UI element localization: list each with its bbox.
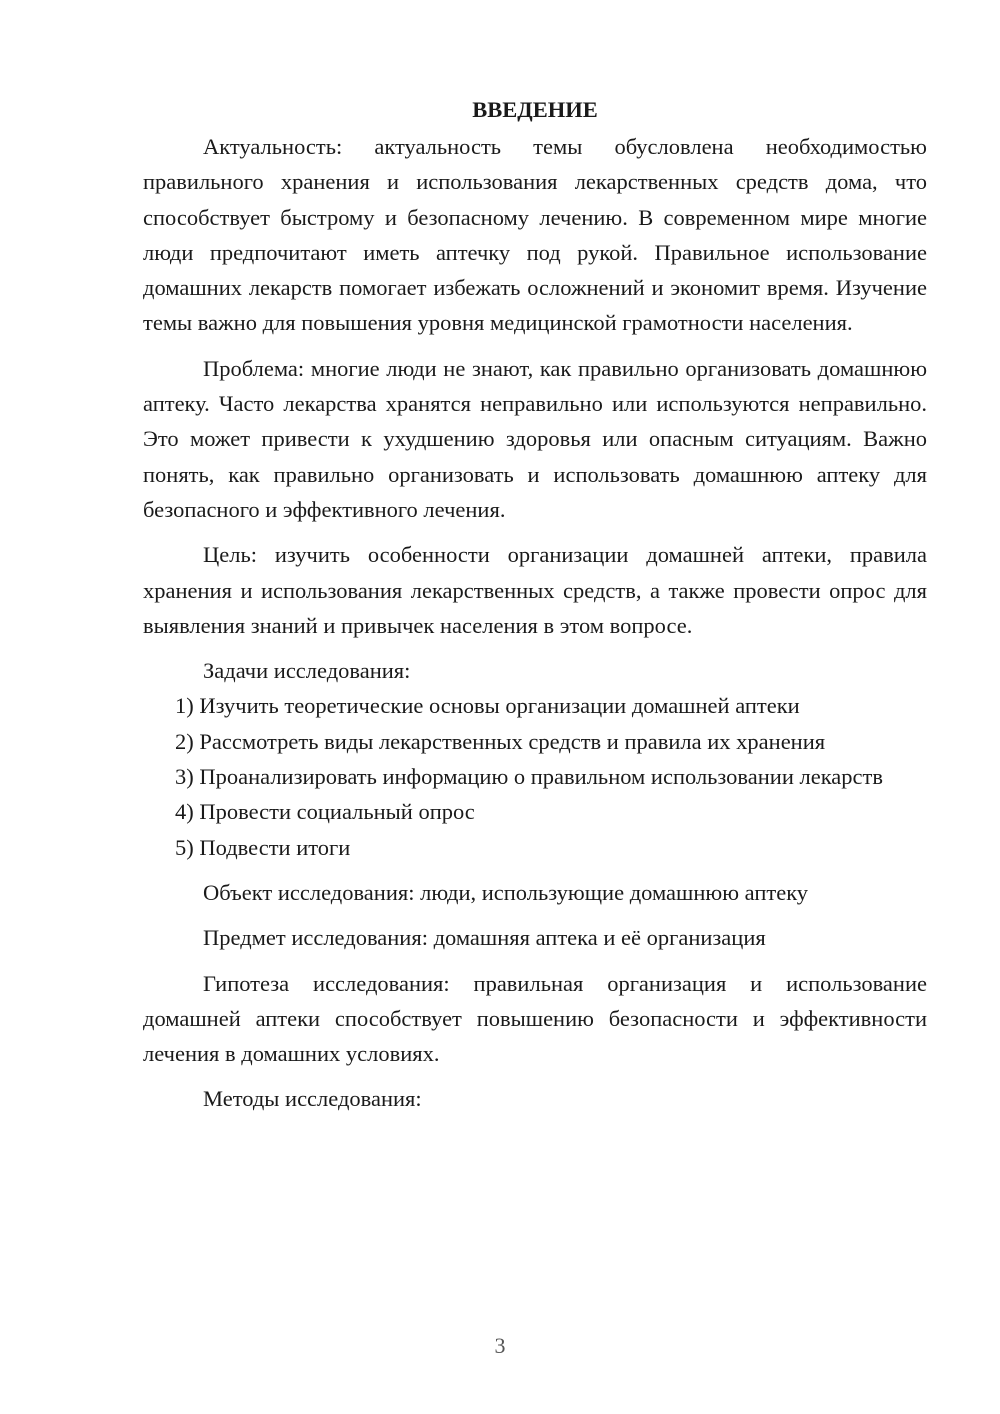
relevance-paragraph: Актуальность: актуальность темы обусловлена необходимостью правильного хранения и использования лекарственных средств дома, что способствует быстрому и безопасному лечению. В современном мире многие люди предпочитают иметь аптечку под рукой. Правильное использование домашних лекарств помогает избежать осложнений и экономит время. Изучение темы важно для повышения уровня медицинской грамотности населения. [143, 134, 927, 336]
task-item: 2) Рассмотреть виды лекарственных средств и правила их хранения [175, 728, 826, 754]
hypothesis-paragraph: Гипотеза исследования: правильная организация и использование домашней аптеки способствует повышению безопасности и эффективности лечения в домашних условиях. [143, 970, 927, 1067]
goal-paragraph: Цель: изучить особенности организации домашней аптеки, правила хранения и использования лекарственных средств, а также провести опрос для выявления знаний и привычек населения в этом вопросе. [143, 542, 927, 638]
task-item: 3) Проанализировать информацию о правильном использовании лекарств [175, 764, 883, 790]
task-item: 1) Изучить теоретические основы организации домашней аптеки [175, 693, 800, 719]
subject-paragraph: Предмет исследования: домашняя аптека и её организация [203, 925, 766, 951]
task-item: 4) Провести социальный опрос [175, 799, 475, 825]
object-paragraph: Объект исследования: люди, использующие домашнюю аптеку [203, 879, 809, 905]
problem-paragraph: Проблема: многие люди не знают, как правильно организовать домашнюю аптеку. Часто лекарства хранятся неправильно или используются неправильно. Это может привести к ухудшению здоровья или опасным ситуациям. Важно понять, как правильно организовать и использовать домашнюю аптеку для безопасного и эффективного лечения. [143, 355, 927, 522]
tasks-heading: Задачи исследования: [203, 658, 411, 684]
task-item: 5) Подвести итоги [175, 834, 351, 860]
page-number: 3 [494, 1333, 506, 1358]
section-title: ВВЕДЕНИЕ [472, 97, 598, 122]
methods-heading: Методы исследования: [203, 1086, 422, 1112]
page-content [143, 92, 927, 1117]
